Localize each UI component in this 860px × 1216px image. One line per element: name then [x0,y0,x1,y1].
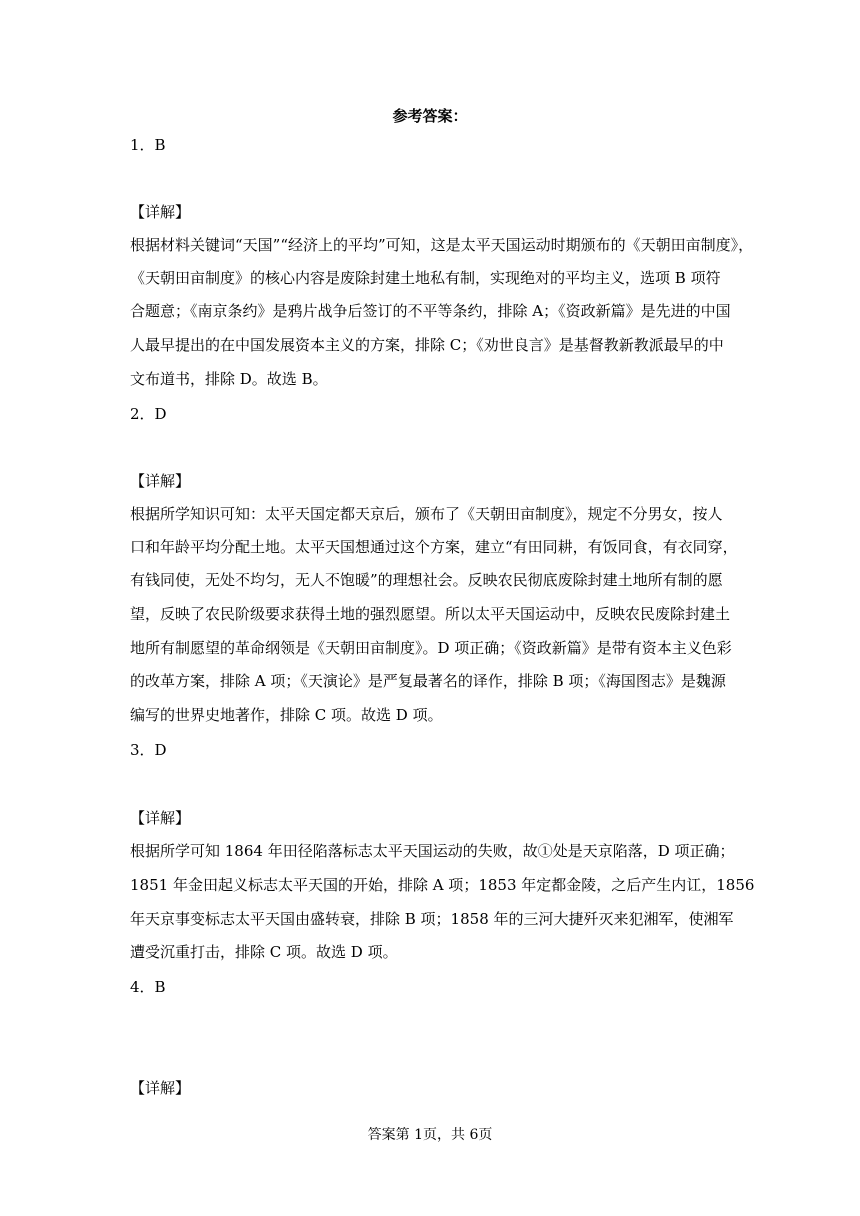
answer-3-line-4: 遭受沉重打击，排除 C 项。故选 D 项。 [130,943,398,961]
answer-2-line-6: 的改革方案，排除 A 项；《天演论》是严复最著名的译作，排除 B 项；《海国图志》是魏源 [130,672,726,690]
answer-number-3: 3．D [130,741,167,759]
answer-3-line-1: 根据所学可知 1864 年田径陷落标志太平天国运动的失败，故①处是天京陷落，D 项正确； [130,842,735,860]
answer-number-2: 2．D [130,405,167,423]
answer-2-line-7: 编写的世界史地著作，排除 C 项。故选 D 项。 [130,706,443,724]
answer-2-line-2: 口和年龄平均分配土地。太平天国想通过这个方案，建立“有田同耕，有饭同食，有衣同穿， [130,538,738,556]
answer-number-4: 4．B [130,978,166,996]
detail-label-2: 【详解】 [130,472,191,490]
answer-1-line-4: 人最早提出的在中国发展资本主义的方案，排除 C；《劝世良言》是基督教新教派最早的中 [130,336,724,354]
answer-2-line-4: 望，反映了农民阶级要求获得土地的强烈愿望。所以太平天国运动中，反映农民废除封建土 [130,605,731,623]
answer-3-line-2: 1851 年金田起义标志太平天国的开始，排除 A 项；1853 年定都金陵，之后产生内讧，1856 [130,876,755,894]
answer-2-line-5: 地所有制愿望的革命纲领是《天朝田亩制度》。D 项正确；《资政新篇》是带有资本主义色彩 [130,639,732,657]
detail-label-3: 【详解】 [130,809,191,827]
answer-2-line-1: 根据所学知识可知：太平天国定都天京后，颁布了《天朝田亩制度》，规定不分男女，按人 [130,505,723,523]
answer-3-line-3: 年天京事变标志太平天国由盛转衰，排除 B 项；1858 年的三河大捷歼灭来犯湘军，使湘军 [130,910,734,928]
answer-1-line-3: 合题意；《南京条约》是鸦片战争后签订的不平等条约，排除 A；《资政新篇》是先进的中国 [130,302,731,320]
answer-number-1: 1．B [130,136,166,154]
answer-1-line-1: 根据材料关键词“天国”“经济上的平均”可知，这是太平天国运动时期颁布的《天朝田亩制度》， [130,236,754,254]
detail-label-1: 【详解】 [130,203,191,221]
answer-1-line-2: 《天朝田亩制度》的核心内容是废除封建土地私有制，实现绝对的平均主义，选项 B 项符 [130,269,721,287]
page-footer: 答案第 1页，共 6页 [367,1127,493,1143]
answer-2-line-3: 有钱同使，无处不均匀，无人不饱暖”的理想社会。反映农民彻底废除封建土地所有制的愿 [130,571,723,589]
answer-1-line-5: 文布道书，排除 D。故选 B。 [130,370,328,388]
detail-label-4: 【详解】 [130,1079,191,1097]
page-title: 参考答案： [392,107,468,125]
